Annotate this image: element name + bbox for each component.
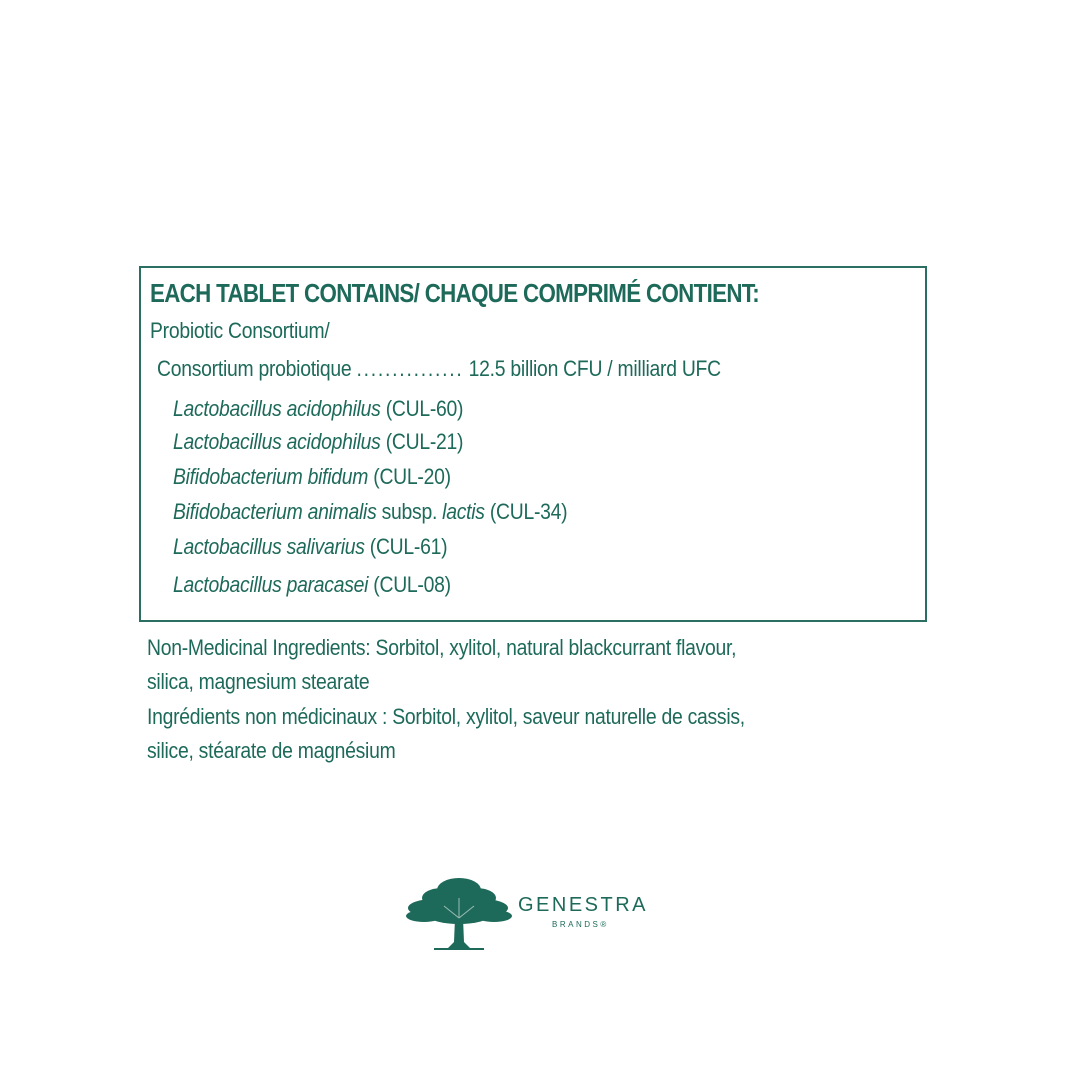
consortium-value: 12.5 billion CFU / milliard UFC [468,356,721,381]
ingredients-panel [139,266,927,622]
strain-latin: Bifidobacterium animalis [173,499,377,524]
non-medicinal-en-line1: Non-Medicinal Ingredients: Sorbitol, xylitol, natural blackcurrant flavour, [147,635,737,660]
consortium-name: Consortium probiotique [157,356,352,381]
brand-subtitle: BRANDS® [552,920,609,929]
strain-latin-sub: lactis [442,499,485,524]
strain-subsp: subsp. [381,499,438,524]
strain-item [173,429,463,455]
strain-code: (CUL-61) [369,534,448,559]
consortium-label: Probiotic Consortium/ [150,318,330,343]
strain-code: (CUL-34) [489,499,568,524]
non-medicinal-fr-line2: silice, stéarate de magnésium [147,738,396,763]
strain-latin: Lactobacillus acidophilus [173,429,381,454]
strain-code: (CUL-20) [373,464,451,489]
strain-latin: Lactobacillus salivarius [173,534,365,559]
strain-item [173,464,451,490]
genestra-logo [404,870,674,955]
strain-code: (CUL-08) [373,572,451,597]
strain-code: (CUL-21) [385,429,464,454]
leader-dots: ............... [356,356,464,381]
non-medicinal-fr-line1: Ingrédients non médicinaux : Sorbitol, xylitol, saveur naturelle de cassis, [147,704,745,729]
strain-latin: Lactobacillus acidophilus [173,396,381,421]
strain-latin: Bifidobacterium bifidum [173,464,369,489]
strain-item [173,534,447,560]
strain-latin: Lactobacillus paracasei [173,572,369,597]
non-medicinal-en-line2: silica, magnesium stearate [147,669,370,694]
strain-item [173,572,451,598]
strain-item [173,499,567,525]
panel-heading: EACH TABLET CONTAINS/ CHAQUE COMPRIMÉ CONTIENT: [150,278,760,308]
consortium-amount-line [157,356,721,382]
brand-name: GENESTRA [518,894,649,916]
tree-icon [404,870,514,955]
strain-code: (CUL-60) [385,396,464,421]
strain-item [173,396,463,422]
